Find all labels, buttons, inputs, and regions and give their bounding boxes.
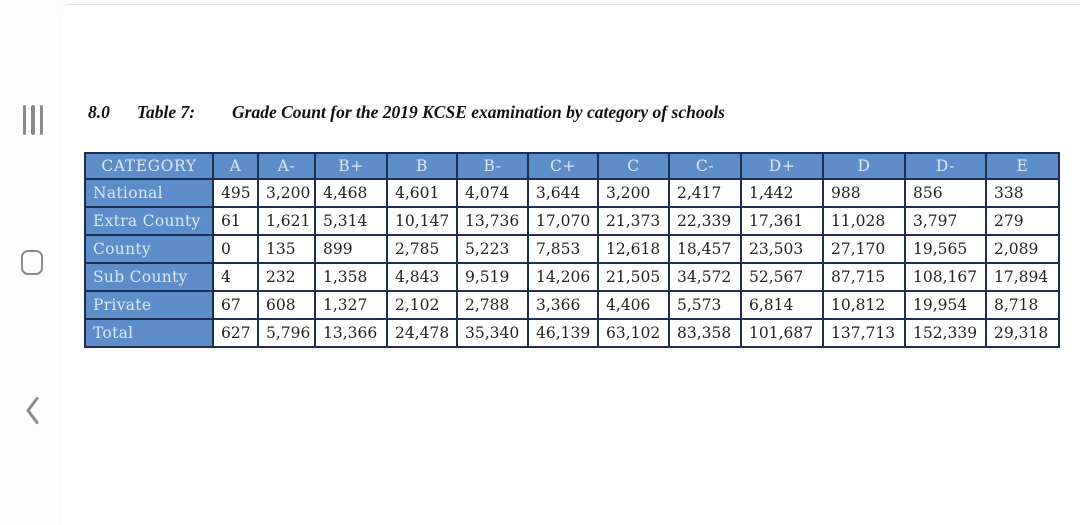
row-label-private: Private [85, 291, 213, 319]
cell-national-b: 4,601 [387, 179, 457, 207]
cell-extra-county-d-: 3,797 [905, 207, 986, 235]
home-button[interactable] [21, 250, 43, 275]
cell-total-e: 29,318 [986, 319, 1059, 347]
grade-table-header-row [85, 153, 1059, 179]
cell-total-a-: 5,796 [258, 319, 315, 347]
cell-sub-county-d-: 108,167 [905, 263, 986, 291]
cell-county-c: 12,618 [598, 235, 669, 263]
cell-total-c: 63,102 [598, 319, 669, 347]
table-row-total [85, 319, 1059, 347]
cell-private-b-: 1,327 [315, 291, 387, 319]
column-header-c: C [598, 153, 669, 179]
cell-sub-county-b-: 1,358 [315, 263, 387, 291]
cell-extra-county-c-: 22,339 [669, 207, 741, 235]
cell-private-d-: 19,954 [905, 291, 986, 319]
table-title: Grade Count for the 2019 KCSE examination by category of schools [232, 102, 725, 122]
cell-national-d-: 856 [905, 179, 986, 207]
cell-county-d: 27,170 [823, 235, 905, 263]
cell-extra-county-d-: 17,361 [741, 207, 823, 235]
cell-county-b-: 899 [315, 235, 387, 263]
cell-national-d-: 1,442 [741, 179, 823, 207]
column-header-c-: C+ [528, 153, 598, 179]
recent-apps-icon [23, 105, 26, 135]
section-number: 8.0 [88, 102, 110, 122]
cell-total-c-: 46,139 [528, 319, 598, 347]
cell-private-e: 8,718 [986, 291, 1059, 319]
table-row-national [85, 179, 1059, 207]
cell-county-d-: 19,565 [905, 235, 986, 263]
cell-extra-county-c: 21,373 [598, 207, 669, 235]
column-header-b-: B+ [315, 153, 387, 179]
cell-county-c-: 7,853 [528, 235, 598, 263]
cell-private-c-: 5,573 [669, 291, 741, 319]
back-button[interactable] [25, 396, 40, 425]
cell-private-b: 2,102 [387, 291, 457, 319]
column-header-e: E [986, 153, 1059, 179]
back-chevron-icon [25, 396, 40, 425]
cell-total-d-: 101,687 [741, 319, 823, 347]
cell-private-c-: 3,366 [528, 291, 598, 319]
column-header-category: CATEGORY [85, 153, 213, 179]
cell-private-c: 4,406 [598, 291, 669, 319]
cell-county-c-: 18,457 [669, 235, 741, 263]
cell-extra-county-c-: 17,070 [528, 207, 598, 235]
column-header-d-: D+ [741, 153, 823, 179]
row-label-county: County [85, 235, 213, 263]
cell-extra-county-a-: 1,621 [258, 207, 315, 235]
column-header-b-: B- [457, 153, 528, 179]
cell-national-b-: 4,468 [315, 179, 387, 207]
cell-private-d-: 6,814 [741, 291, 823, 319]
column-header-b: B [387, 153, 457, 179]
column-header-a: A [213, 153, 258, 179]
grade-table-body [85, 179, 1059, 347]
cell-total-b: 24,478 [387, 319, 457, 347]
cell-private-b-: 2,788 [457, 291, 528, 319]
cell-county-a-: 135 [258, 235, 315, 263]
grade-count-table [84, 152, 1060, 348]
cell-county-b-: 5,223 [457, 235, 528, 263]
cell-county-a: 0 [213, 235, 258, 263]
cell-national-c: 3,200 [598, 179, 669, 207]
cell-sub-county-a-: 232 [258, 263, 315, 291]
cell-county-d-: 23,503 [741, 235, 823, 263]
column-header-d-: D- [905, 153, 986, 179]
cell-national-c-: 2,417 [669, 179, 741, 207]
cell-national-b-: 4,074 [457, 179, 528, 207]
cell-county-b: 2,785 [387, 235, 457, 263]
cell-private-d: 10,812 [823, 291, 905, 319]
column-header-d: D [823, 153, 905, 179]
table-row-private [85, 291, 1059, 319]
cell-sub-county-a: 4 [213, 263, 258, 291]
column-header-a-: A- [258, 153, 315, 179]
cell-sub-county-b-: 9,519 [457, 263, 528, 291]
cell-total-d: 137,713 [823, 319, 905, 347]
cell-extra-county-b-: 13,736 [457, 207, 528, 235]
cell-national-d: 988 [823, 179, 905, 207]
cell-sub-county-c: 21,505 [598, 263, 669, 291]
cell-extra-county-e: 279 [986, 207, 1059, 235]
cell-national-e: 338 [986, 179, 1059, 207]
row-label-sub-county: Sub County [85, 263, 213, 291]
row-label-total: Total [85, 319, 213, 347]
cell-total-a: 627 [213, 319, 258, 347]
cell-sub-county-b: 4,843 [387, 263, 457, 291]
table-label: Table 7: [136, 102, 196, 122]
cell-extra-county-d: 11,028 [823, 207, 905, 235]
table-row-sub-county [85, 263, 1059, 291]
table-caption [88, 102, 725, 123]
cell-private-a: 67 [213, 291, 258, 319]
cell-county-e: 2,089 [986, 235, 1059, 263]
cell-total-d-: 152,339 [905, 319, 986, 347]
recent-apps-icon [40, 105, 43, 135]
table-row-county [85, 235, 1059, 263]
cell-sub-county-d: 87,715 [823, 263, 905, 291]
cell-sub-county-c-: 14,206 [528, 263, 598, 291]
cell-sub-county-e: 17,894 [986, 263, 1059, 291]
cell-extra-county-b-: 5,314 [315, 207, 387, 235]
android-nav-bar [0, 0, 62, 525]
row-label-extra-county: Extra County [85, 207, 213, 235]
recent-apps-icon [31, 105, 34, 135]
cell-total-b-: 13,366 [315, 319, 387, 347]
cell-sub-county-d-: 52,567 [741, 263, 823, 291]
cell-private-a-: 608 [258, 291, 315, 319]
cell-total-c-: 83,358 [669, 319, 741, 347]
cell-sub-county-c-: 34,572 [669, 263, 741, 291]
cell-total-b-: 35,340 [457, 319, 528, 347]
row-label-national: National [85, 179, 213, 207]
cell-extra-county-b: 10,147 [387, 207, 457, 235]
cell-national-a: 495 [213, 179, 258, 207]
cell-national-c-: 3,644 [528, 179, 598, 207]
recent-apps-button[interactable] [23, 105, 43, 135]
cell-extra-county-a: 61 [213, 207, 258, 235]
table-row-extra-county [85, 207, 1059, 235]
column-header-c-: C- [669, 153, 741, 179]
cell-national-a-: 3,200 [258, 179, 315, 207]
